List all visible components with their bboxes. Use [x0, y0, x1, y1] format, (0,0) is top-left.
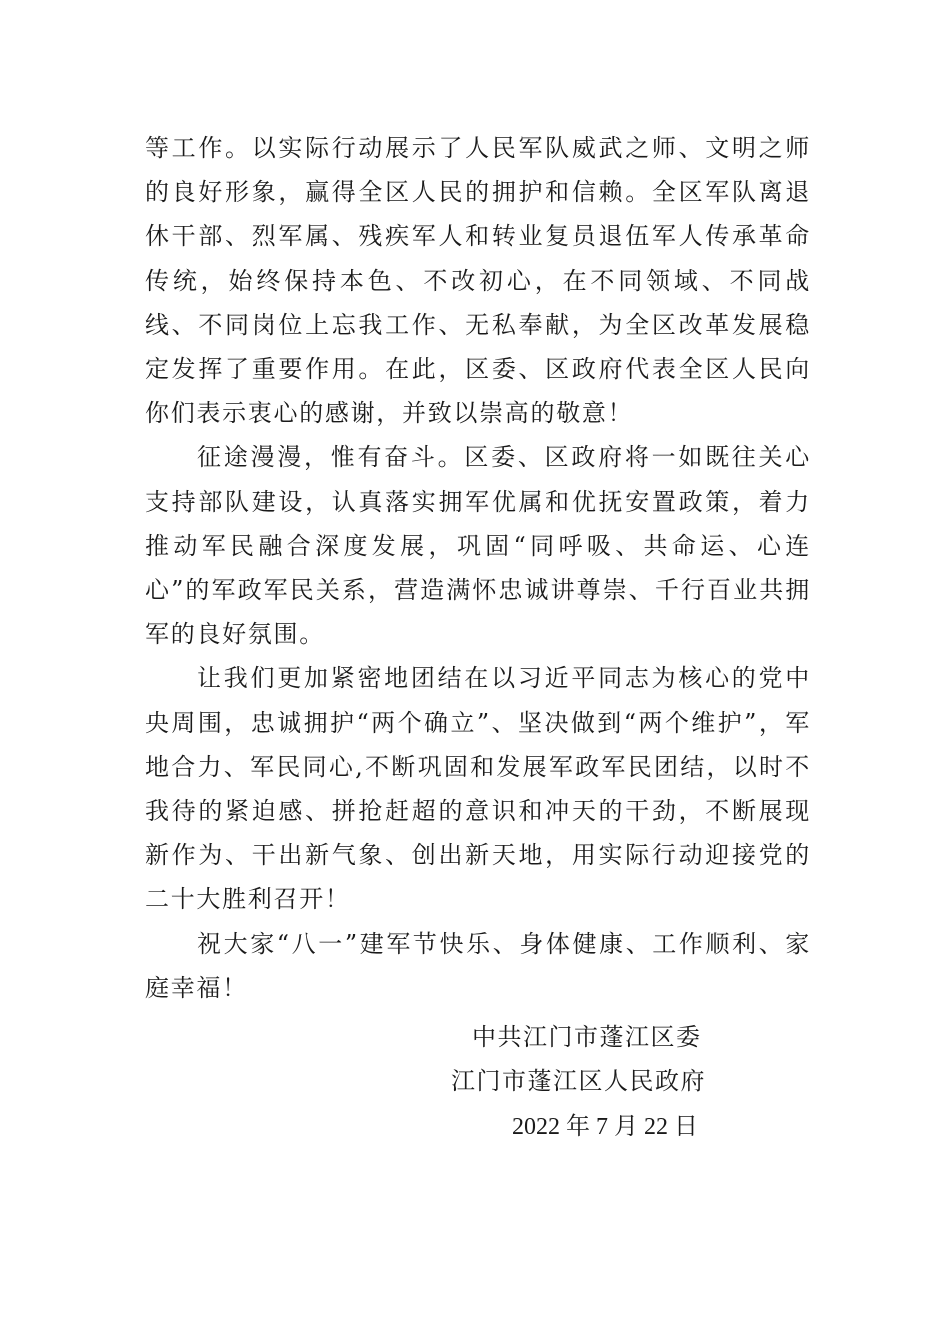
signature-government: 江门市蓬江区人民政府: [451, 1067, 706, 1095]
letter-body: [145, 126, 811, 1010]
signature-party-committee: 中共江门市蓬江区委: [472, 1023, 702, 1051]
paragraph-3: 让我们更加紧密地团结在以习近平同志为核心的党中央周围，忠诚拥护“两个确立”、坚决做到“两个维护”，军地合力、军民同心,不断巩固和发展军政军民团结，以时不我待的紧迫感、拼抢赶超的意识和冲天的干劲，不断展现新作为、干出新气象、创出新天地，用实际行动迎接党的二十大胜利召开！: [145, 664, 811, 914]
paragraph-2: 征途漫漫，惟有奋斗。区委、区政府将一如既往关心支持部队建设，认真落实拥军优属和优抚安置政策，着力推动军民融合深度发展，巩固“同呼吸、共命运、心连心”的军政军民关系，营造满怀忠诚讲尊崇、千行百业共拥军的良好氛围。: [145, 443, 811, 649]
signature-date: 2022 年 7 月 22 日: [512, 1114, 698, 1140]
paragraph-1: 等工作。以实际行动展示了人民军队威武之师、文明之师的良好形象，赢得全区人民的拥护和信赖。全区军队离退休干部、烈军属、残疾军人和转业复员退伍军人传承革命传统，始终保持本色、不改初心，在不同领域、不同战线、不同岗位上忘我工作、无私奉献，为全区改革发展稳定发挥了重要作用。在此，区委、区政府代表全区人民向你们表示衷心的感谢，并致以崇高的敬意！: [145, 134, 811, 428]
paragraph-4: 祝大家“八一”建军节快乐、身体健康、工作顺利、家庭幸福！: [145, 929, 811, 1002]
